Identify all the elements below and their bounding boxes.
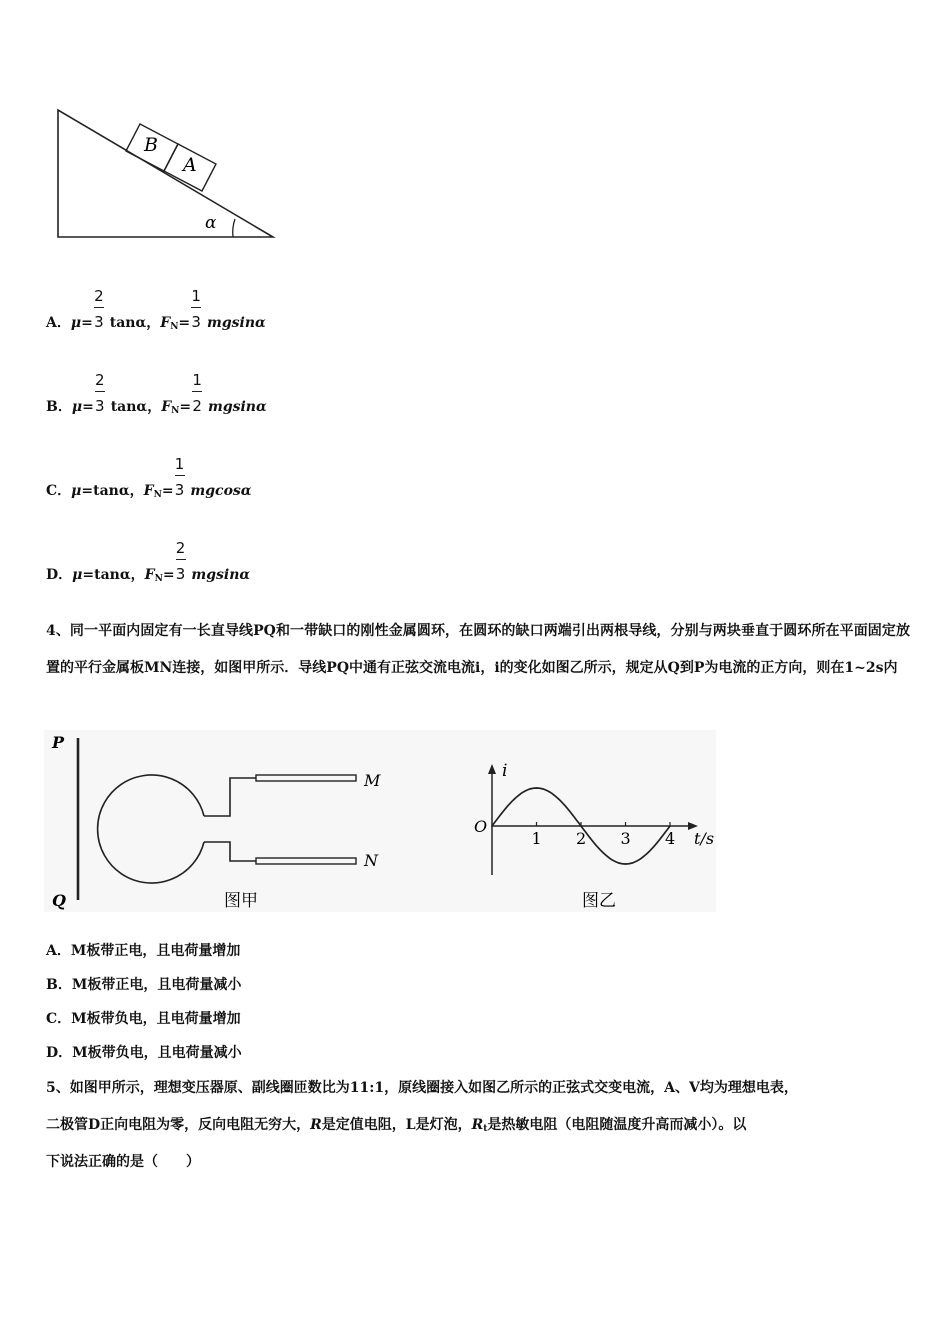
x-tick-label: 4: [665, 829, 676, 848]
caption-yi: 图乙: [582, 891, 616, 911]
q4-option-a[interactable]: A．M板带正电，且电荷量增加: [46, 943, 241, 959]
data-point: [669, 825, 671, 827]
svg-text:B: B: [144, 134, 158, 156]
data-point: [536, 787, 538, 789]
label-n: N: [364, 851, 378, 870]
question-5-line-2: 二极管D正向电阻为零，反向电阻无穷大，R是定值电阻，L是灯泡，$R_t$是热敏电阻（电阻随温度升高而减小）。以: [46, 1117, 747, 1134]
x-tick-label: 2: [576, 829, 587, 848]
incline-figure: [50, 100, 290, 250]
origin-label: O: [474, 817, 488, 836]
fraction: $\frac{2}{3}$: [94, 287, 104, 331]
block-b: [126, 124, 178, 171]
label-m: M: [364, 771, 381, 790]
angle-arc: [233, 219, 235, 237]
data-point: [602, 852, 604, 854]
x-tick-label: 3: [620, 829, 631, 848]
figure-jia-yi: [44, 730, 716, 912]
fraction: $\frac{2}{3}$: [95, 371, 105, 415]
question-5-line-3: 下说法正确的是（ ）: [46, 1154, 200, 1170]
option-c[interactable]: C．μ=tanα，$F_N=$ $\frac{1}{3}$ mgcosα: [46, 455, 252, 500]
data-point: [625, 863, 627, 865]
q4-option-b[interactable]: B．M板带正电，且电荷量减小: [46, 977, 242, 993]
label-p: P: [52, 733, 65, 752]
block-a: [164, 144, 216, 191]
question-5-line-1: 5、如图甲所示，理想变压器原、副线圈匝数比为11:1，原线圈接入如图乙所示的正弦式交变电流，A、V均为理想电表，: [46, 1080, 798, 1096]
question-4-stem: 4、同一平面内固定有一长直导线PQ和一带缺口的刚性金属圆环，在圆环的缺口两端引出两根导线，分别与两块垂直于圆环所在平面固定放置的平行金属板MN连接，如图甲所示．导线PQ中通有正弦交流电流i，i的变化如图乙所示，规定从Q到P为电流的正方向，则在1~2s内: [46, 623, 910, 676]
option-a[interactable]: A．μ= $\frac{2}{3}$ tanα，$F_N=$ $\frac{1}{3}$ mgsinα: [46, 287, 266, 332]
data-point: [558, 798, 560, 800]
option-b[interactable]: B．μ= $\frac{2}{3}$ tanα，$F_N=$ $\frac{1}{2}$ mgsinα: [46, 371, 267, 416]
fraction: $\frac{1}{3}$: [191, 287, 201, 331]
svg-text:A: A: [183, 154, 197, 176]
caption-jia: 图甲: [224, 891, 258, 911]
data-point: [491, 825, 493, 827]
q4-option-c[interactable]: C．M板带负电，且电荷量增加: [46, 1011, 241, 1027]
label-q: Q: [52, 891, 66, 910]
incline-triangle: [58, 110, 273, 237]
data-point: [647, 852, 649, 854]
y-axis-label: i: [502, 761, 508, 781]
x-tick-label: 1: [531, 829, 542, 848]
q4-option-d[interactable]: D．M板带负电，且电荷量减小: [46, 1045, 242, 1061]
fraction: $\frac{2}{3}$: [175, 539, 186, 583]
angle-alpha-label: α: [205, 213, 217, 233]
option-d[interactable]: D．μ=tanα，$F_N=$ $\frac{2}{3}$ mgsinα: [46, 539, 251, 584]
data-point: [513, 798, 515, 800]
data-point: [580, 825, 582, 827]
x-axis-label: t/s: [694, 829, 715, 848]
fraction: $\frac{1}{2}$: [192, 371, 202, 415]
fraction: $\frac{1}{3}$: [174, 455, 185, 499]
